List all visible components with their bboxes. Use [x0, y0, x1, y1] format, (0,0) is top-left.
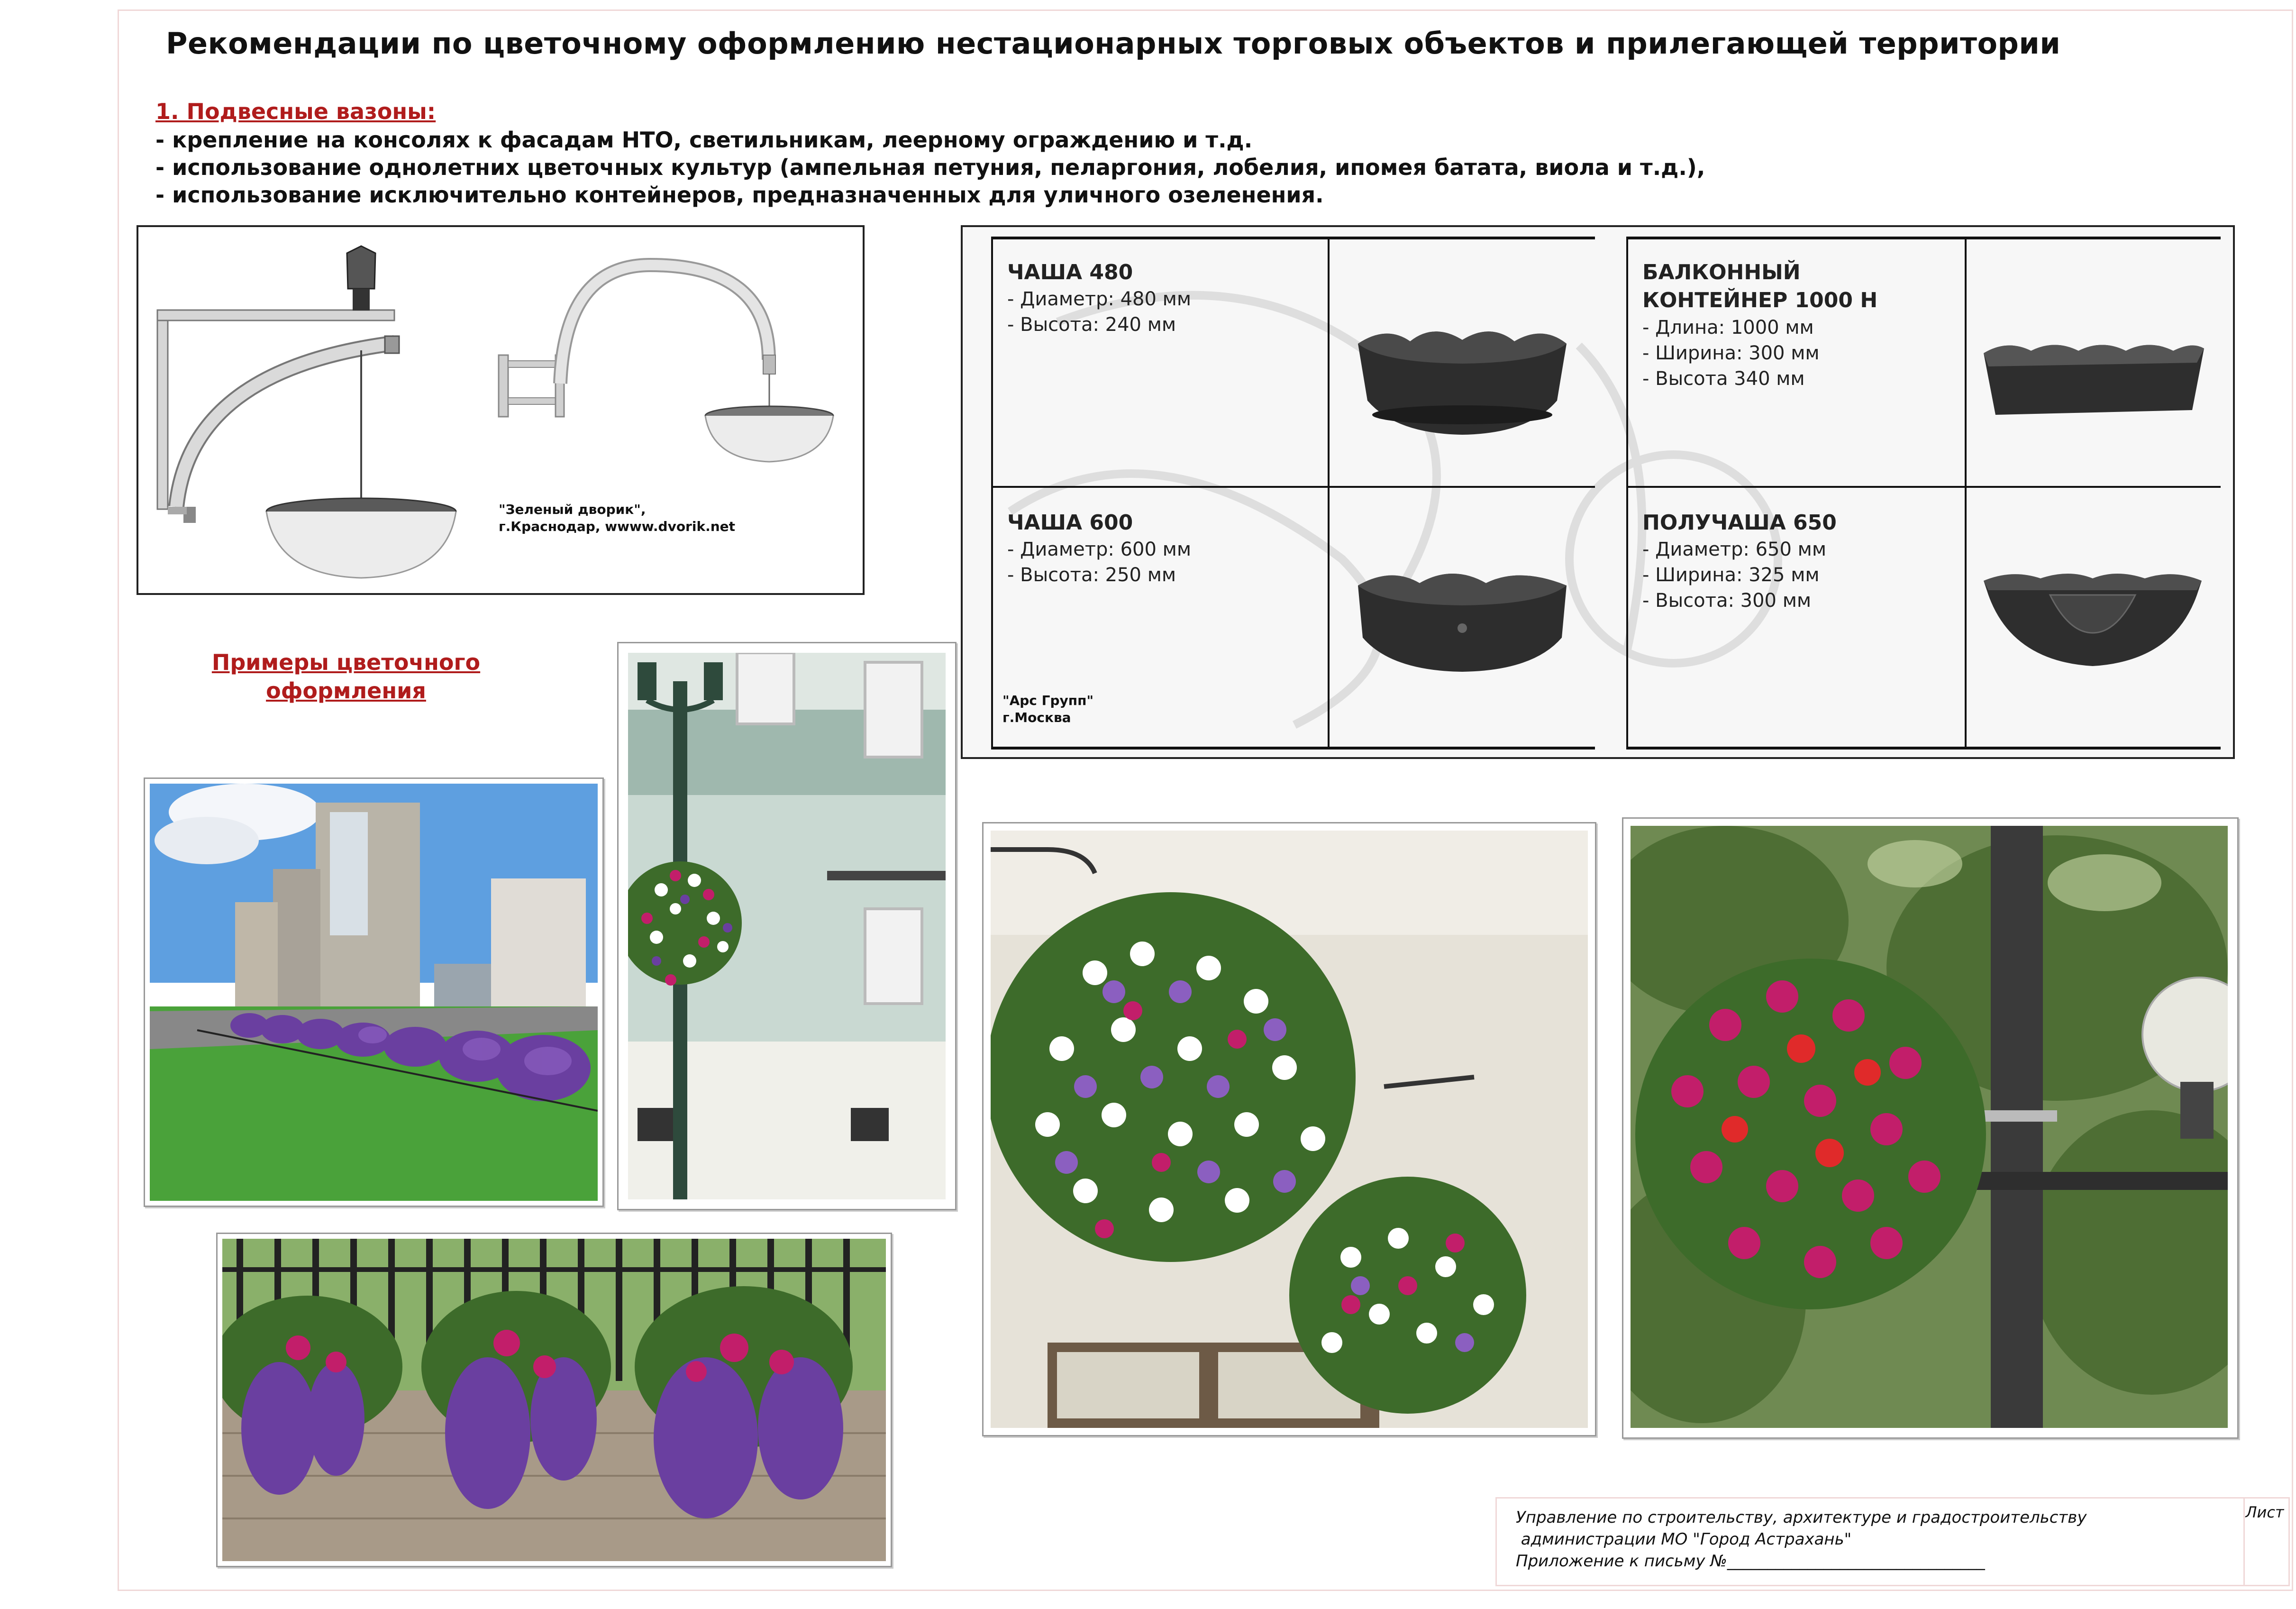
container-catalog-panel	[961, 225, 2235, 759]
wall-bracket-illustration	[138, 227, 863, 593]
product-half-bowl-650	[1642, 509, 1837, 613]
fence-scene	[222, 1239, 886, 1561]
examples-heading-line1: Примеры цветочного	[211, 649, 481, 675]
spec-height: - Высота: 300 мм	[1642, 590, 1812, 612]
product-name: ЧАША 480	[1007, 260, 1133, 284]
catalog-table-left	[991, 237, 1595, 750]
spec-diameter: - Диаметр: 650 мм	[1642, 539, 1826, 561]
bracket-supplier-site: г.Краснодар, wwww.dvorik.net	[499, 519, 736, 535]
stamp-attachment: Приложение к письму №________________________________	[1516, 1551, 1985, 1571]
section-heading: 1. Подвесные вазоны:	[155, 99, 436, 124]
bracket-supplier-caption	[499, 501, 735, 536]
product-name: ПОЛУЧАША 650	[1642, 511, 1837, 535]
spec-height: - Высота: 250 мм	[1007, 564, 1176, 586]
product-balcony-container-1000	[1642, 258, 1877, 392]
bowl-480-image	[1339, 296, 1585, 448]
sheet-label: Лист	[2245, 1503, 2284, 1521]
product-name-line2: КОНТЕЙНЕР 1000 Н	[1642, 288, 1878, 313]
stamp-administration: администрации МО "Город Астрахань"	[1516, 1529, 1852, 1549]
pole-basket-scene	[1631, 826, 2228, 1428]
bracket-supplier-name: "Зеленый дворик",	[499, 502, 646, 517]
product-name: ЧАША 600	[1007, 511, 1133, 535]
spec-width: - Ширина: 300 мм	[1642, 342, 1820, 364]
hanging-baskets-scene	[991, 831, 1588, 1428]
bullet-plants: - использование однолетних цветочных культур (ампельная петуния, пеларгония, лобелия, ипомея батата, виола и т.д.),	[155, 155, 1705, 180]
product-chasha-480	[1007, 258, 1191, 338]
bullet-mounting: - крепление на консолях к фасадам НТО, светильникам, леерному ограждению и т.д.	[155, 127, 1253, 153]
catalog-table-right	[1626, 237, 2221, 750]
photo-fence-flower-boxes	[216, 1233, 892, 1567]
spec-width: - Ширина: 325 мм	[1642, 564, 1820, 586]
spec-length: - Длина: 1000 мм	[1642, 316, 1814, 338]
bullet-containers: - использование исключительно контейнеров, предназначенных для уличного озеленения.	[155, 182, 1324, 208]
balcony-container-image	[1974, 311, 2211, 434]
half-bowl-image	[1974, 543, 2211, 685]
catalog-supplier-name: "Арс Групп"	[1002, 693, 1094, 708]
product-chasha-600	[1007, 509, 1191, 588]
photo-lamppost-basket	[617, 642, 957, 1210]
street-scene	[150, 784, 598, 1201]
spec-diameter: - Диаметр: 480 мм	[1007, 288, 1191, 311]
catalog-supplier-city: г.Москва	[1002, 710, 1071, 726]
bracket-drawing-panel	[137, 225, 865, 595]
spec-height: - Высота: 240 мм	[1007, 314, 1176, 336]
examples-heading-line2: оформления	[266, 677, 426, 704]
spec-height: - Высота 340 мм	[1642, 367, 1805, 390]
catalog-supplier-caption	[1002, 692, 1093, 727]
examples-heading	[199, 649, 493, 705]
spec-diameter: - Диаметр: 600 мм	[1007, 539, 1191, 561]
photo-street-flower-fence	[144, 777, 604, 1207]
photo-wall-hanging-baskets	[982, 822, 1596, 1436]
page-title: Рекомендации по цветочному оформлению нестационарных торговых объектов и прилегающей территории	[166, 26, 2061, 61]
stamp-department: Управление по строительству, архитектуре и градостроительству	[1516, 1508, 2087, 1527]
title-block-stamp	[1495, 1497, 2290, 1586]
lamppost-scene	[628, 653, 946, 1199]
bowl-600-image	[1339, 543, 1585, 685]
stamp-text	[1516, 1507, 2086, 1572]
photo-pole-magenta-basket	[1622, 817, 2239, 1439]
product-name-line1: БАЛКОННЫЙ	[1642, 260, 1801, 284]
